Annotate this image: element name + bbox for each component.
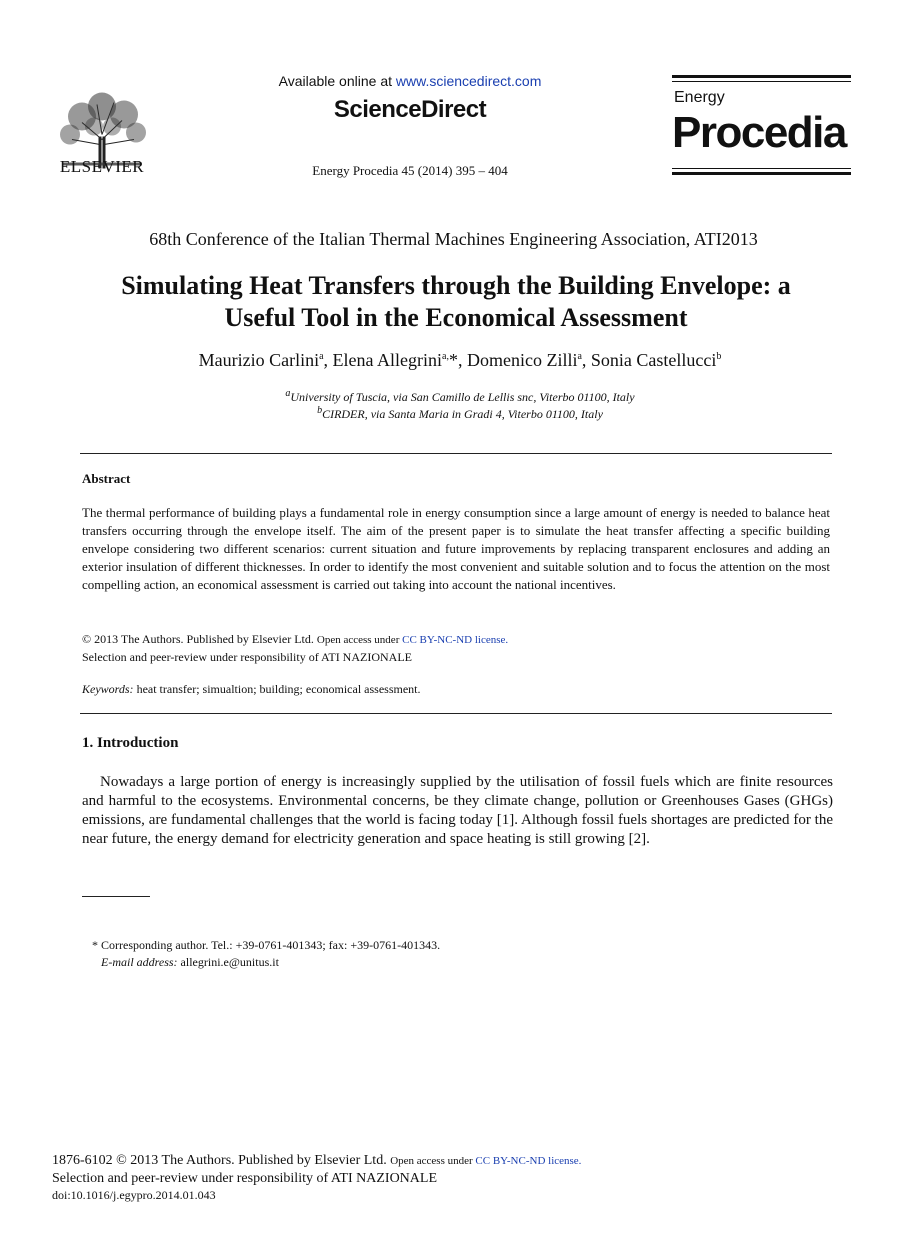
author-affiliation-mark: a [577, 351, 582, 362]
peer-review-text: Selection and peer-review under responsibility of ATI NAZIONALE [82, 650, 412, 664]
author-name: Domenico Zilli [466, 350, 578, 370]
affiliations [60, 389, 860, 423]
section-heading: 1. Introduction [82, 735, 179, 751]
corresponding-author-footnote: * Corresponding author. Tel.: +39-0761-401343; fax: +39-0761-401343. [92, 938, 441, 952]
publisher-logo-text: ELSEVIER [59, 157, 145, 176]
footnote-rule [82, 896, 150, 897]
author-list [60, 350, 860, 371]
abstract-heading: Abstract [82, 471, 131, 486]
keywords-list: heat transfer; simualtion; building; economical assessment. [133, 682, 421, 696]
peer-review-text: Selection and peer-review under responsibility of ATI NAZIONALE [52, 1171, 437, 1186]
email-address[interactable]: allegrini.e@unitus.it [177, 955, 279, 969]
doi-text[interactable]: doi:10.1016/j.egypro.2014.01.043 [52, 1188, 216, 1202]
author-separator: , [323, 350, 333, 370]
keywords [82, 682, 830, 697]
author-name: Elena Allegrini [332, 350, 443, 370]
license-link[interactable]: CC BY-NC-ND license. [475, 1155, 582, 1167]
license-link[interactable]: CC BY-NC-ND license. [402, 634, 509, 646]
available-online [230, 73, 590, 89]
author-name: Sonia Castellucci [590, 350, 717, 370]
journal-logo [672, 75, 851, 177]
abstract-text: The thermal performance of building plays a fundamental role in energy consumption since a large amount of energy is needed to balance heat transfers occurring through the envelope itself. The aim of the present paper is to simulate the heat transfer affecting a specific building envelope considering two different scenarios: current situation and future improvements by replacing transparent enclosures and adding an exterior insulation of different thicknesses. In order to identify the most convenient and suitable solution and to focus the attention on the most compelling action, an economical assessment is carried out taking into account the national incentives. [82, 505, 830, 592]
page-footer [52, 1152, 812, 1204]
author-affiliation-mark: a [319, 351, 324, 362]
title-line-1: Simulating Heat Transfers through the Building Envelope: a [121, 271, 791, 300]
divider [80, 713, 832, 714]
author-separator: , [457, 350, 467, 370]
affiliation-b: $^b$CIRDER, via Santa Maria in Gradi 4, Viterbo 01100, Italy [317, 405, 603, 421]
author-affiliation-mark: b [716, 351, 722, 362]
author-separator: , [581, 350, 591, 370]
email-footnote [101, 955, 279, 970]
open-access-text: Open access under [390, 1155, 476, 1167]
journal-reference: Energy Procedia 45 (2014) 395 – 404 [312, 163, 508, 178]
available-prefix: Available online at [278, 73, 396, 89]
sciencedirect-brand: ScienceDirect [333, 96, 487, 123]
section-paragraph: Nowadays a large portion of energy is increasingly supplied by the utilisation of fossil fuels which are finite resources and harmful to the ecosystems. Environmental concerns, be they climate change, pollution or Greenhouses Gases (GHGs) emissions, are fundamental challenges that the world is facing today [1]. Although fossil fuels shortages are predicted for the near future, the energy demand for electricity generation and space heating is still growing [2]. [82, 774, 833, 847]
title-line-2: Useful Tool in the Economical Assessment [224, 303, 688, 332]
author-name: Maurizio Carlini [198, 350, 320, 370]
keywords-label: Keywords: [82, 682, 134, 696]
open-access-text: Open access under [316, 634, 403, 646]
copyright-notice [82, 631, 830, 666]
divider [80, 453, 832, 454]
conference-name: 68th Conference of the Italian Thermal Machines Engineering Association, ATI2013 [149, 229, 758, 249]
email-label: E-mail address: [101, 955, 178, 969]
journal-logo-main: Procedia [672, 108, 846, 157]
sciencedirect-link[interactable]: www.sciencedirect.com [395, 73, 542, 89]
paper-title [80, 270, 832, 334]
affiliation-a: $^a$University of Tuscia, via San Camillo de Lellis snc, Viterbo 01100, Italy [285, 388, 635, 404]
journal-logo-top: Energy [674, 89, 725, 106]
corresponding-author-mark: * [448, 350, 458, 370]
author-affiliation-mark: a, [442, 351, 449, 362]
issn-copyright: 1876-6102 © 2013 The Authors. Published by Elsevier Ltd. [52, 1153, 391, 1168]
copyright-text: © 2013 The Authors. Published by Elsevier Ltd. [82, 632, 317, 646]
